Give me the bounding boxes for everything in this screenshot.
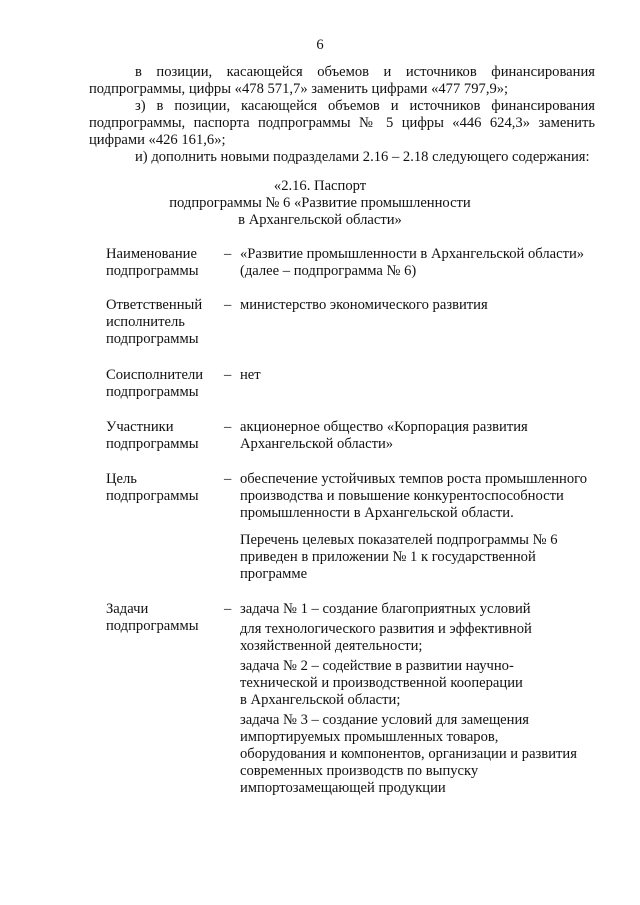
label-line: исполнитель: [106, 314, 185, 330]
value-line: обеспечение устойчивых темпов роста промышленного: [240, 471, 588, 487]
label-line: подпрограммы: [106, 618, 199, 634]
label-line: подпрограммы: [106, 263, 199, 279]
value-line: нет: [240, 367, 261, 383]
label-line: Наименование: [106, 246, 197, 262]
heading-line: подпрограммы № 6 «Развитие промышленности: [169, 195, 471, 211]
label-line: подпрограммы: [106, 436, 199, 452]
value-line: для технологического развития и эффективной: [240, 621, 532, 637]
dash: –: [224, 601, 232, 617]
field-value: [240, 471, 598, 583]
value-line: задача № 1 – создание благоприятных условий: [240, 601, 531, 617]
field-value: [240, 246, 598, 280]
dash: –: [224, 246, 232, 262]
field-label: [106, 246, 224, 280]
label-line: Цель: [106, 471, 137, 487]
value-line: задача № 3 – создание условий для замещения: [240, 712, 529, 728]
value-line: в Архангельской области;: [240, 692, 401, 708]
value-line: производства и повышение конкурентоспособности: [240, 488, 564, 504]
dash: –: [224, 297, 232, 313]
field-label: [106, 367, 224, 401]
label-line: подпрограммы: [106, 331, 199, 347]
value-line: акционерное общество «Корпорация развития: [240, 419, 528, 435]
field-value: [240, 601, 598, 797]
value-line: технической и производственной кооперации: [240, 675, 523, 691]
label-line: Ответственный: [106, 297, 203, 313]
intro-item-i: [89, 149, 595, 166]
value-line: импортируемых промышленных товаров,: [240, 729, 499, 745]
intro-line: з) в позиции, касающейся объемов и источников финансирования: [135, 98, 595, 114]
value-line: приведен в приложении № 1 к государственной: [240, 549, 536, 565]
heading-line: в Архангельской области»: [238, 212, 402, 228]
label-line: Соисполнители: [106, 367, 204, 383]
value-line: министерство экономического развития: [240, 297, 488, 313]
intro-line: и) дополнить новыми подразделами 2.16 – 2.18 следующего содержания:: [135, 149, 590, 165]
field-value: [240, 419, 598, 453]
label-line: подпрограммы: [106, 384, 199, 400]
label-line: Задачи: [106, 601, 149, 617]
dash: –: [224, 367, 232, 383]
dash: –: [224, 471, 232, 487]
label-line: подпрограммы: [106, 488, 199, 504]
value-line: (далее – подпрограмма № 6): [240, 263, 417, 279]
section-heading: [0, 178, 640, 229]
intro-line: подпрограммы, паспорта подпрограммы № 5 цифры «446 624,3» заменить: [89, 115, 595, 131]
value-line: современных производств по выпуску: [240, 763, 479, 779]
value-line: «Развитие промышленности в Архангельской области»: [240, 246, 585, 262]
value-line: промышленности в Архангельской области.: [240, 505, 514, 521]
value-line: хозяйственной деятельности;: [240, 638, 423, 654]
value-line: импортозамещающей продукции: [240, 780, 446, 796]
field-label: [106, 297, 224, 348]
field-label: [106, 601, 224, 635]
value-line: Архангельской области»: [240, 436, 394, 452]
field-label: [106, 471, 224, 505]
value-line: Перечень целевых показателей подпрограммы № 6: [240, 532, 558, 548]
intro-item-v: [89, 64, 595, 98]
label-line: Участники: [106, 419, 174, 435]
page-number: 6: [316, 37, 324, 53]
intro-item-z: [89, 98, 595, 149]
value-line: программе: [240, 566, 308, 582]
value-line: задача № 2 – содействие в развитии научно-: [240, 658, 514, 674]
heading-line: «2.16. Паспорт: [273, 178, 367, 194]
field-value: [240, 367, 598, 384]
dash: –: [224, 419, 232, 435]
intro-line: подпрограммы, цифры «478 571,7» заменить цифрами «477 797,9»;: [89, 81, 509, 97]
intro-line: цифрами «426 161,6»;: [89, 132, 226, 148]
field-value: [240, 297, 598, 314]
intro-line: в позиции, касающейся объемов и источников финансирования: [135, 64, 595, 80]
field-label: [106, 419, 224, 453]
value-line: оборудования и компонентов, организации и развития: [240, 746, 577, 762]
